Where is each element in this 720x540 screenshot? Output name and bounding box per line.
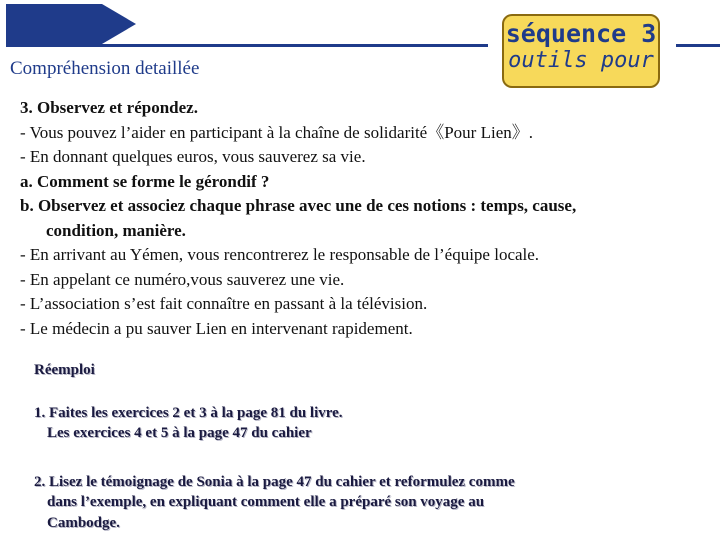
reemploi-item-1: 1. Faites les exercices 2 et 3 à la page 81 du livre.: [34, 404, 343, 421]
reemploi-item-1-continuation: Les exercices 4 et 5 à la page 47 du cahier: [47, 425, 312, 441]
example-line: - En appelant ce numéro,vous sauverez une vie.: [20, 269, 345, 289]
header-divider-left: [6, 44, 488, 47]
reemploi-item-2: 2. Lisez le témoignage de Sonia à la page 47 du cahier et reformulez comme: [34, 473, 515, 490]
header-divider-right: [676, 44, 720, 47]
example-line: - L’association s’est fait connaître en passant à la télévision.: [20, 294, 428, 313]
sequence-badge: [502, 14, 660, 88]
exercise-heading: 3. Observez et répondez.: [20, 98, 198, 117]
example-line: - En donnant quelques euros, vous sauverez sa vie.: [20, 147, 366, 166]
example-line: - En arrivant au Yémen, vous rencontrerez le responsable de l’équipe locale.: [20, 245, 540, 264]
question-b: b. Observez et associez chaque phrase avec une de ces notions : temps, cause,: [20, 196, 577, 215]
sequence-title: séquence 3: [505, 19, 657, 48]
sequence-subtitle: outils pour: [508, 48, 654, 73]
question-a: a. Comment se forme le gérondif ?: [20, 171, 270, 191]
reemploi-section: [34, 360, 674, 533]
page-subtitle: Compréhension detaillée: [10, 58, 200, 79]
reemploi-title: Réemploi: [34, 362, 95, 378]
header-arrow-tab: [6, 4, 136, 44]
question-b-continuation: condition, manière.: [46, 220, 186, 240]
reemploi-item-2-continuation: Cambodge.: [47, 514, 120, 531]
example-line: - Vous pouvez l’aider en participant à la chaîne de solidarité《Pour Lien》.: [20, 122, 533, 142]
reemploi-item-2-continuation: dans l’exemple, en expliquant comment elle a préparé son voyage au: [47, 494, 485, 510]
example-line: - Le médecin a pu sauver Lien en intervenant rapidement.: [20, 318, 413, 338]
exercise-content: [20, 96, 710, 341]
